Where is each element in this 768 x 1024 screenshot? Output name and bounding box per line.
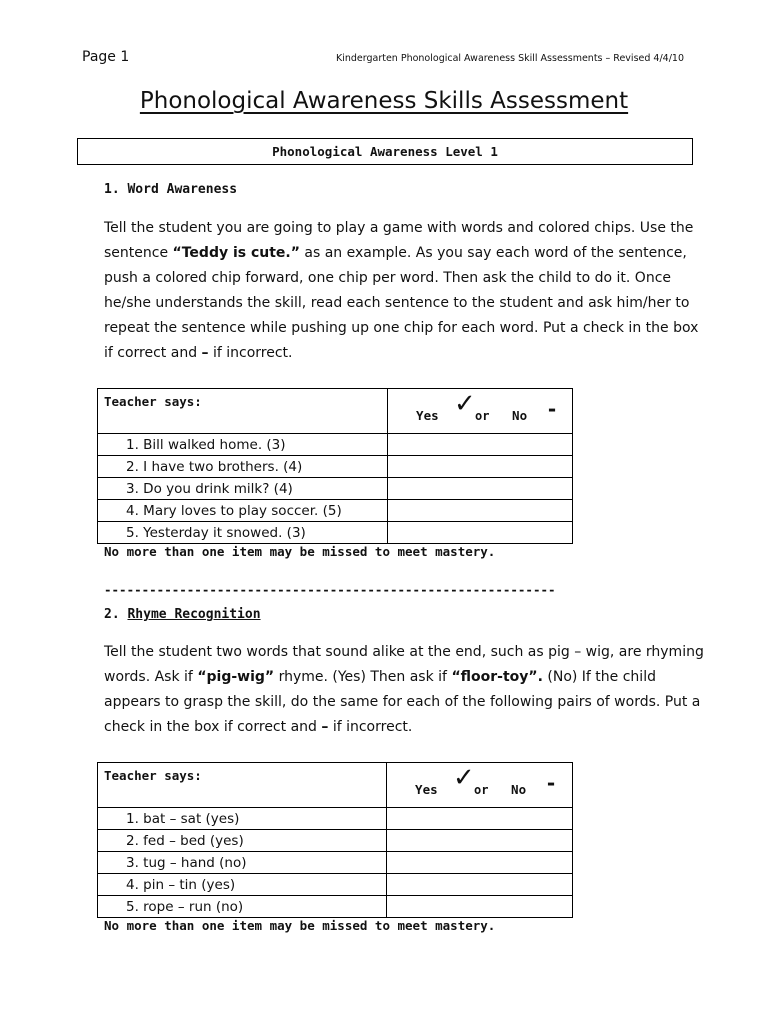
section2-instructions (104, 640, 704, 750)
item-text: 1. bat – sat (yes) (98, 808, 387, 830)
section1-text-b: as an example. As you say each word of the sentence, push a colored chip forward, one chip per word. Then ask the child to do it. Once he/she understands the skill, read each sentence to the student and ask him/her to repeat the sentence while pushing up one chip for each word. Put a check in the box if correct and (104, 245, 699, 361)
table-row (98, 830, 573, 852)
teacher-says-label: Teacher says: (104, 394, 202, 409)
section1-dash-symbol: – (201, 345, 209, 361)
level-label: Phonological Awareness Level 1 (272, 144, 498, 159)
item-text: 3. tug – hand (no) (98, 852, 387, 874)
section1-table (97, 388, 573, 544)
section1-text-c: if incorrect. (208, 345, 293, 361)
section2-heading (104, 607, 261, 622)
table-row (98, 456, 573, 478)
yes-no-header-cell (387, 763, 573, 808)
page-title: Phonological Awareness Skills Assessment (139, 88, 629, 114)
table-header-row (98, 763, 573, 808)
section1-text-a: Tell the student you are going to play a game with words and colored chips. Use the sentence (104, 220, 694, 261)
no-label: No (512, 408, 528, 423)
section2-text-c: (No) If the child appears to grasp the skill, do the same for each of the following pairs of words. Put a check in the box if correct and (104, 669, 701, 735)
table-row (98, 808, 573, 830)
answer-box[interactable] (387, 896, 573, 918)
table-row (98, 478, 573, 500)
section1-heading (104, 182, 237, 197)
answer-box[interactable] (387, 852, 573, 874)
answer-box[interactable] (387, 874, 573, 896)
answer-box[interactable] (387, 830, 573, 852)
item-text: 5. Yesterday it snowed. (3) (98, 522, 388, 544)
item-text: 5. rope – run (no) (98, 896, 387, 918)
section1-example-sentence: “Teddy is cute.” (172, 245, 300, 261)
section2-table (97, 762, 573, 918)
answer-box[interactable] (388, 500, 573, 522)
or-label: or (475, 409, 490, 423)
section1-number: 1. (104, 182, 120, 197)
teacher-says-label: Teacher says: (104, 768, 202, 783)
answer-box[interactable] (387, 808, 573, 830)
table-header-row (98, 389, 573, 434)
no-label: No (511, 782, 527, 797)
section2-example-nonrhyme: “floor-toy”. (451, 669, 543, 685)
running-header: Kindergarten Phonological Awareness Skill Assessments – Revised 4/4/10 (335, 53, 684, 64)
check-icon: ✓ (454, 389, 476, 419)
answer-box[interactable] (388, 456, 573, 478)
item-text: 4. Mary loves to play soccer. (5) (98, 500, 388, 522)
section1-title: Word Awareness (127, 182, 238, 197)
section2-mastery-note: No more than one item may be missed to meet mastery. (104, 918, 496, 933)
section-divider: ------------------------------------------------------------ (104, 582, 556, 597)
section2-text-a: Tell the student two words that sound alike at the end, such as pig – wig, are rhyming words. Ask if (104, 644, 704, 685)
section2-dash-symbol: – (321, 719, 329, 735)
answer-box[interactable] (388, 478, 573, 500)
teacher-says-cell (98, 763, 387, 808)
item-text: 3. Do you drink milk? (4) (98, 478, 388, 500)
item-text: 1. Bill walked home. (3) (98, 434, 388, 456)
section2-example-rhyme: “pig-wig” (197, 669, 275, 685)
table-row (98, 500, 573, 522)
item-text: 2. fed – bed (yes) (98, 830, 387, 852)
yes-no-legend (387, 763, 572, 807)
section2-title: Rhyme Recognition (127, 607, 261, 622)
section2-text-d: if incorrect. (328, 719, 413, 735)
table-row (98, 896, 573, 918)
page-number: Page 1 (82, 49, 130, 65)
yes-label: Yes (415, 782, 438, 797)
yes-no-header-cell (388, 389, 573, 434)
section1-mastery-note: No more than one item may be missed to meet mastery. (104, 544, 496, 559)
table-row (98, 522, 573, 544)
answer-box[interactable] (388, 434, 573, 456)
section2-text-b: rhyme. (Yes) Then ask if (274, 669, 452, 685)
table-row (98, 874, 573, 896)
dash-icon: - (545, 771, 558, 795)
yes-label: Yes (416, 408, 439, 423)
level-banner (77, 138, 693, 165)
yes-no-legend (388, 389, 572, 433)
or-label: or (474, 783, 489, 797)
table-row (98, 852, 573, 874)
dash-icon: - (546, 397, 559, 421)
teacher-says-cell (98, 389, 388, 434)
item-text: 4. pin – tin (yes) (98, 874, 387, 896)
section1-instructions (104, 216, 704, 366)
section2-number: 2. (104, 607, 120, 622)
item-text: 2. I have two brothers. (4) (98, 456, 388, 478)
table-row (98, 434, 573, 456)
answer-box[interactable] (388, 522, 573, 544)
check-icon: ✓ (453, 763, 475, 793)
